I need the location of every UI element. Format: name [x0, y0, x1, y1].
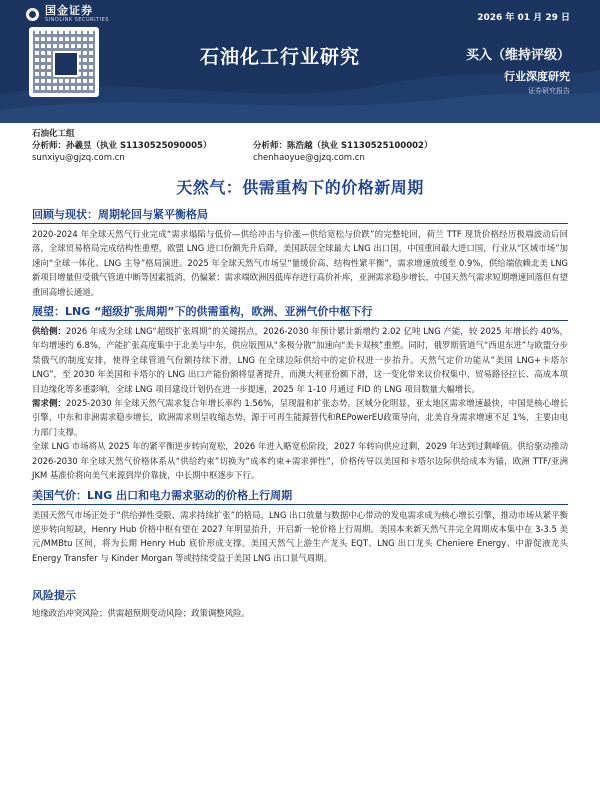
main-title: 天然气：供需重构下的价格新周期	[176, 178, 424, 197]
section-body-review: 2020-2024 年全球天然气行业完成“需求塌陷与低价—供给冲击与价涨—供给宽松与价跌”的完整轮回，荷兰 TTF 现货价格经历极端波动后回落，全球贸易格局完成结构性重塑，欧盟 LNG 进口份额先升后降，美国跃居全球最大 LNG 出口国，中国重回最大进口国，行业从“区域市场”加速向“全球一体化、LNG 主导”格局演进。2025 年全球天然气市场呈“量缓价高、结构性紧平衡”，需求增速放缓至 0.9%，供给端依赖北美 LNG 新项目增量但受俄气管道中断等因素抵消，仍偏紧；需求端欧洲因低库存进行高价补库，亚洲需求稳步增长，中国天然气需求短期增速回落但有望重回高增长通道。	[32, 229, 568, 297]
logo-mark-icon	[26, 8, 39, 21]
demand-label: 需求侧：	[32, 398, 66, 409]
demand-text: 2025-2030 年全球天然气需求复合年增长率约 1.56%，呈现温和扩张态势。区域分化明显，亚太地区需求增速最快，中国是核心增长引擎，中东和非洲需求稳步增长，欧洲需求则呈收缩态势，源于可再生能源替代和REPowerEU政策导向，北美自身需求增速不足 1%，主要由电力部门支撑。	[32, 398, 569, 437]
analyst-info	[0, 123, 600, 164]
analyst-1: 分析师：孙羲昱（执业 S1130525090005）	[32, 141, 212, 151]
report-subtype: 证券研究报告	[528, 87, 570, 95]
supply-text: 2026 年成为全球 LNG“超级扩张周期”的关键拐点，2026-2030 年预计累计新增约 2.02 亿吨 LNG 产能，较 2025 年增长约 40%，年均增速约 6.8%，产能扩张高度集中于北美与中东，供应版图从“多极分散”加速向“美卡双核”重塑。同时，俄罗斯管道气“西退东进”与欧盟分步禁俄气的制度安排，使得全球管道气份额持续下滑，LNG 在全球边际供给中的定价权进一步抬升。天然气定价功能从“美国 LNG+卡塔尔 LNG”，至 2030 年美国和卡塔尔的 LNG 出口产能份额将显著提升，而澳大利亚份额下滑，这一变化带来议价权集中、贸易路径拉长、高成本项目边缘化等多重影响，全球 LNG 项目建设计划仍在进一步提速，2025 年 1-10 月通过 FID 的 LNG 项目数量大幅增长。	[32, 326, 569, 394]
section-body-us-gas: 美国天然气市场正处于“供给弹性受限、需求持续扩张”的格局，LNG 出口放量与数据中心带动的发电需求成为核心增长引擎，推动市场从紧平衡逆步转向短缺，Henry Hub 价格中枢有望在 2027 年明显抬升，开启新一轮价格上行周期。美国本来新天然气井完全周期成本集中在 3-3.5 美元/MMBtu 区间，将为长期 Henry Hub 底价形成支撑。美国天然气上游生产龙头 EQT、LNG 出口龙头 Cheniere Energy、中游促液龙头 Energy Transfer 与 Kinder Morgan 等或持续受益于美国 LNG 出口景气周期。	[32, 509, 568, 563]
supply-label: 供给侧：	[32, 326, 66, 337]
demand-paragraph	[32, 396, 568, 439]
section-heading-review: 回顾与现状：周期轮回与紧平衡格局	[32, 206, 568, 224]
team-name: 石油化工组	[32, 129, 75, 139]
risk-body: 地缘政治冲突风险；供需超预期变动风险；政策调整风险。	[32, 608, 250, 619]
report-type: 行业深度研究	[504, 70, 570, 83]
outlook-conclusion: 全球 LNG 市场将从 2025 年的紧平衡逆步转向宽松，2026 年进入略宽松阶段，2027 年转向供应过剩，2029 年达到过剩峰值。供给驱动推动 2026-2030 年全球天然气价格体系从“供给约束”切换为“成本约束+需求弹性”，价格传导以美国和卡塔尔边际供给成本为锚，欧洲 TTF/亚洲 JKM 基准价将向美气来源到岸价靠拢，中长期中枢逐步下行。	[32, 441, 568, 481]
logo-name-en: SINOLINK SECURITIES	[45, 17, 109, 23]
analyst-2: 分析师：陈浩越（执业 S1130525100002）	[253, 141, 433, 151]
analyst-1-email[interactable]: sunxiyu@gjzq.com.cn	[32, 153, 125, 163]
risk-heading: 风险提示	[32, 589, 76, 603]
section-heading-outlook: 展望：LNG “超级扩张周期”下的供需重构，欧洲、亚洲气价中枢下行	[32, 303, 568, 321]
report-body	[0, 206, 600, 621]
qr-code-icon	[29, 27, 99, 97]
report-banner	[0, 0, 600, 123]
analyst-2-email[interactable]: chenhaoyue@gjzq.com.cn	[253, 153, 365, 163]
logo-name-cn: 国金证券	[45, 4, 93, 17]
section-heading-us-gas: 美国气价：LNG 出口和电力需求驱动的价格上行周期	[32, 487, 568, 505]
rating-label: 买入（维持评级）	[465, 48, 570, 63]
supply-paragraph	[32, 324, 568, 396]
industry-title: 石油化工行业研究	[200, 46, 361, 68]
report-date: 2026 年 01 月 29 日	[477, 13, 570, 23]
company-logo	[26, 5, 109, 23]
